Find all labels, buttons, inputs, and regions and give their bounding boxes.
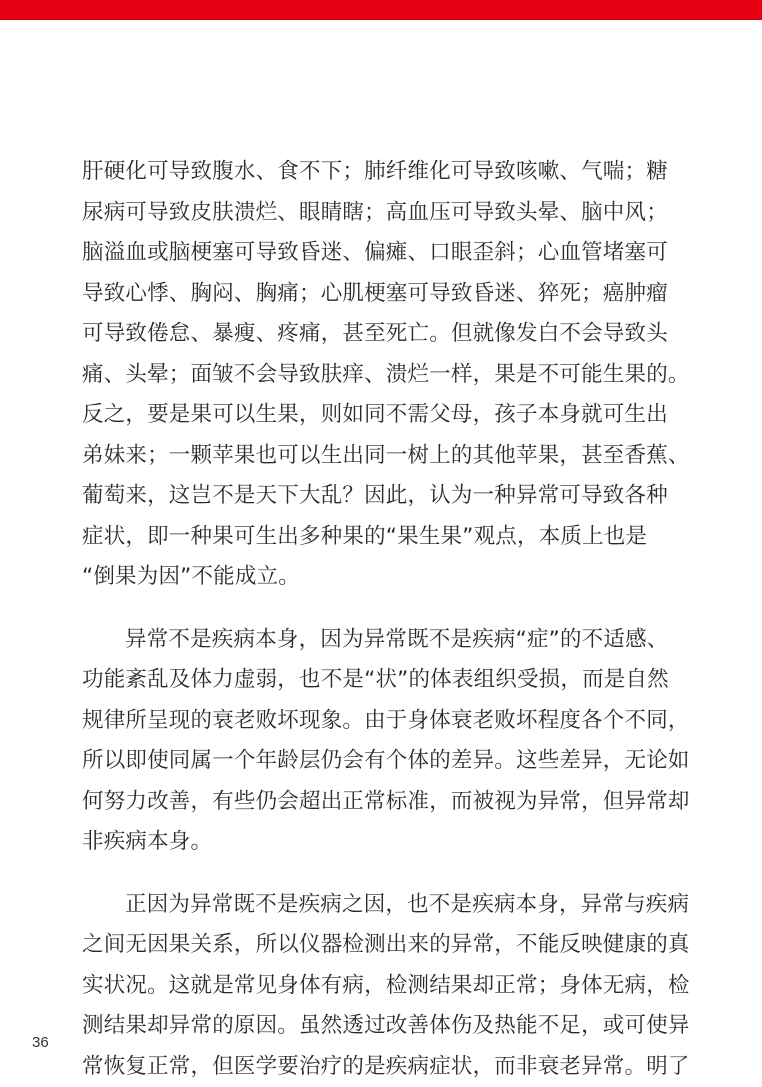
paragraph-3	[82, 885, 682, 1087]
text-line: 可导致倦怠、暴瘦、疼痛，甚至死亡。但就像发白不会导致头	[82, 314, 682, 355]
paragraph-gap	[82, 598, 682, 620]
text-line: 功能紊乱及体力虚弱，也不是“状”的体表组织受损，而是自然	[82, 660, 682, 701]
text-line: 非疾病本身。	[82, 822, 682, 863]
paragraph-2	[82, 620, 682, 863]
text-line: 症状，即一种果可生出多种果的“果生果”观点，本质上也是	[82, 517, 682, 558]
text-line: 异常不是疾病本身，因为异常既不是疾病“症”的不适感、	[82, 620, 682, 661]
page-number: 36	[32, 1034, 49, 1051]
text-line: 何努力改善，有些仍会超出正常标准，而被视为异常，但异常却	[82, 782, 682, 823]
text-line: 规律所呈现的衰老败坏现象。由于身体衰老败坏程度各个不同，	[82, 701, 682, 742]
text-line: 之间无因果关系，所以仪器检测出来的异常，不能反映健康的真	[82, 925, 682, 966]
text-line: 痛、头晕；面皱不会导致肤痒、溃烂一样，果是不可能生果的。	[82, 355, 682, 396]
text-line: 实状况。这就是常见身体有病，检测结果却正常；身体无病，检	[82, 966, 682, 1007]
text-line: 尿病可导致皮肤溃烂、眼睛瞎；高血压可导致头晕、脑中风；	[82, 193, 682, 234]
text-line: 测结果却异常的原因。虽然透过改善体伤及热能不足，或可使异	[82, 1006, 682, 1047]
header-accent-bar	[0, 0, 762, 20]
paragraph-gap	[82, 863, 682, 885]
text-line: 所以即使同属一个年龄层仍会有个体的差异。这些差异，无论如	[82, 741, 682, 782]
body-text	[82, 152, 682, 1087]
text-line: 肝硬化可导致腹水、食不下；肺纤维化可导致咳嗽、气喘；糖	[82, 152, 682, 193]
text-line: 反之，要是果可以生果，则如同不需父母，孩子本身就可生出	[82, 395, 682, 436]
text-line: 正因为异常既不是疾病之因，也不是疾病本身，异常与疾病	[82, 885, 682, 926]
text-line: 葡萄来，这岂不是天下大乱？因此，认为一种异常可导致各种	[82, 476, 682, 517]
text-line: 常恢复正常，但医学要治疗的是疾病症状，而非衰老异常。明了	[82, 1047, 682, 1087]
text-line: 脑溢血或脑梗塞可导致昏迷、偏瘫、口眼歪斜；心血管堵塞可	[82, 233, 682, 274]
text-line: 导致心悸、胸闷、胸痛；心肌梗塞可导致昏迷、猝死；癌肿瘤	[82, 274, 682, 315]
paragraph-1	[82, 152, 682, 598]
text-line: “倒果为因”不能成立。	[82, 557, 682, 598]
text-line: 弟妹来；一颗苹果也可以生出同一树上的其他苹果，甚至香蕉、	[82, 436, 682, 477]
